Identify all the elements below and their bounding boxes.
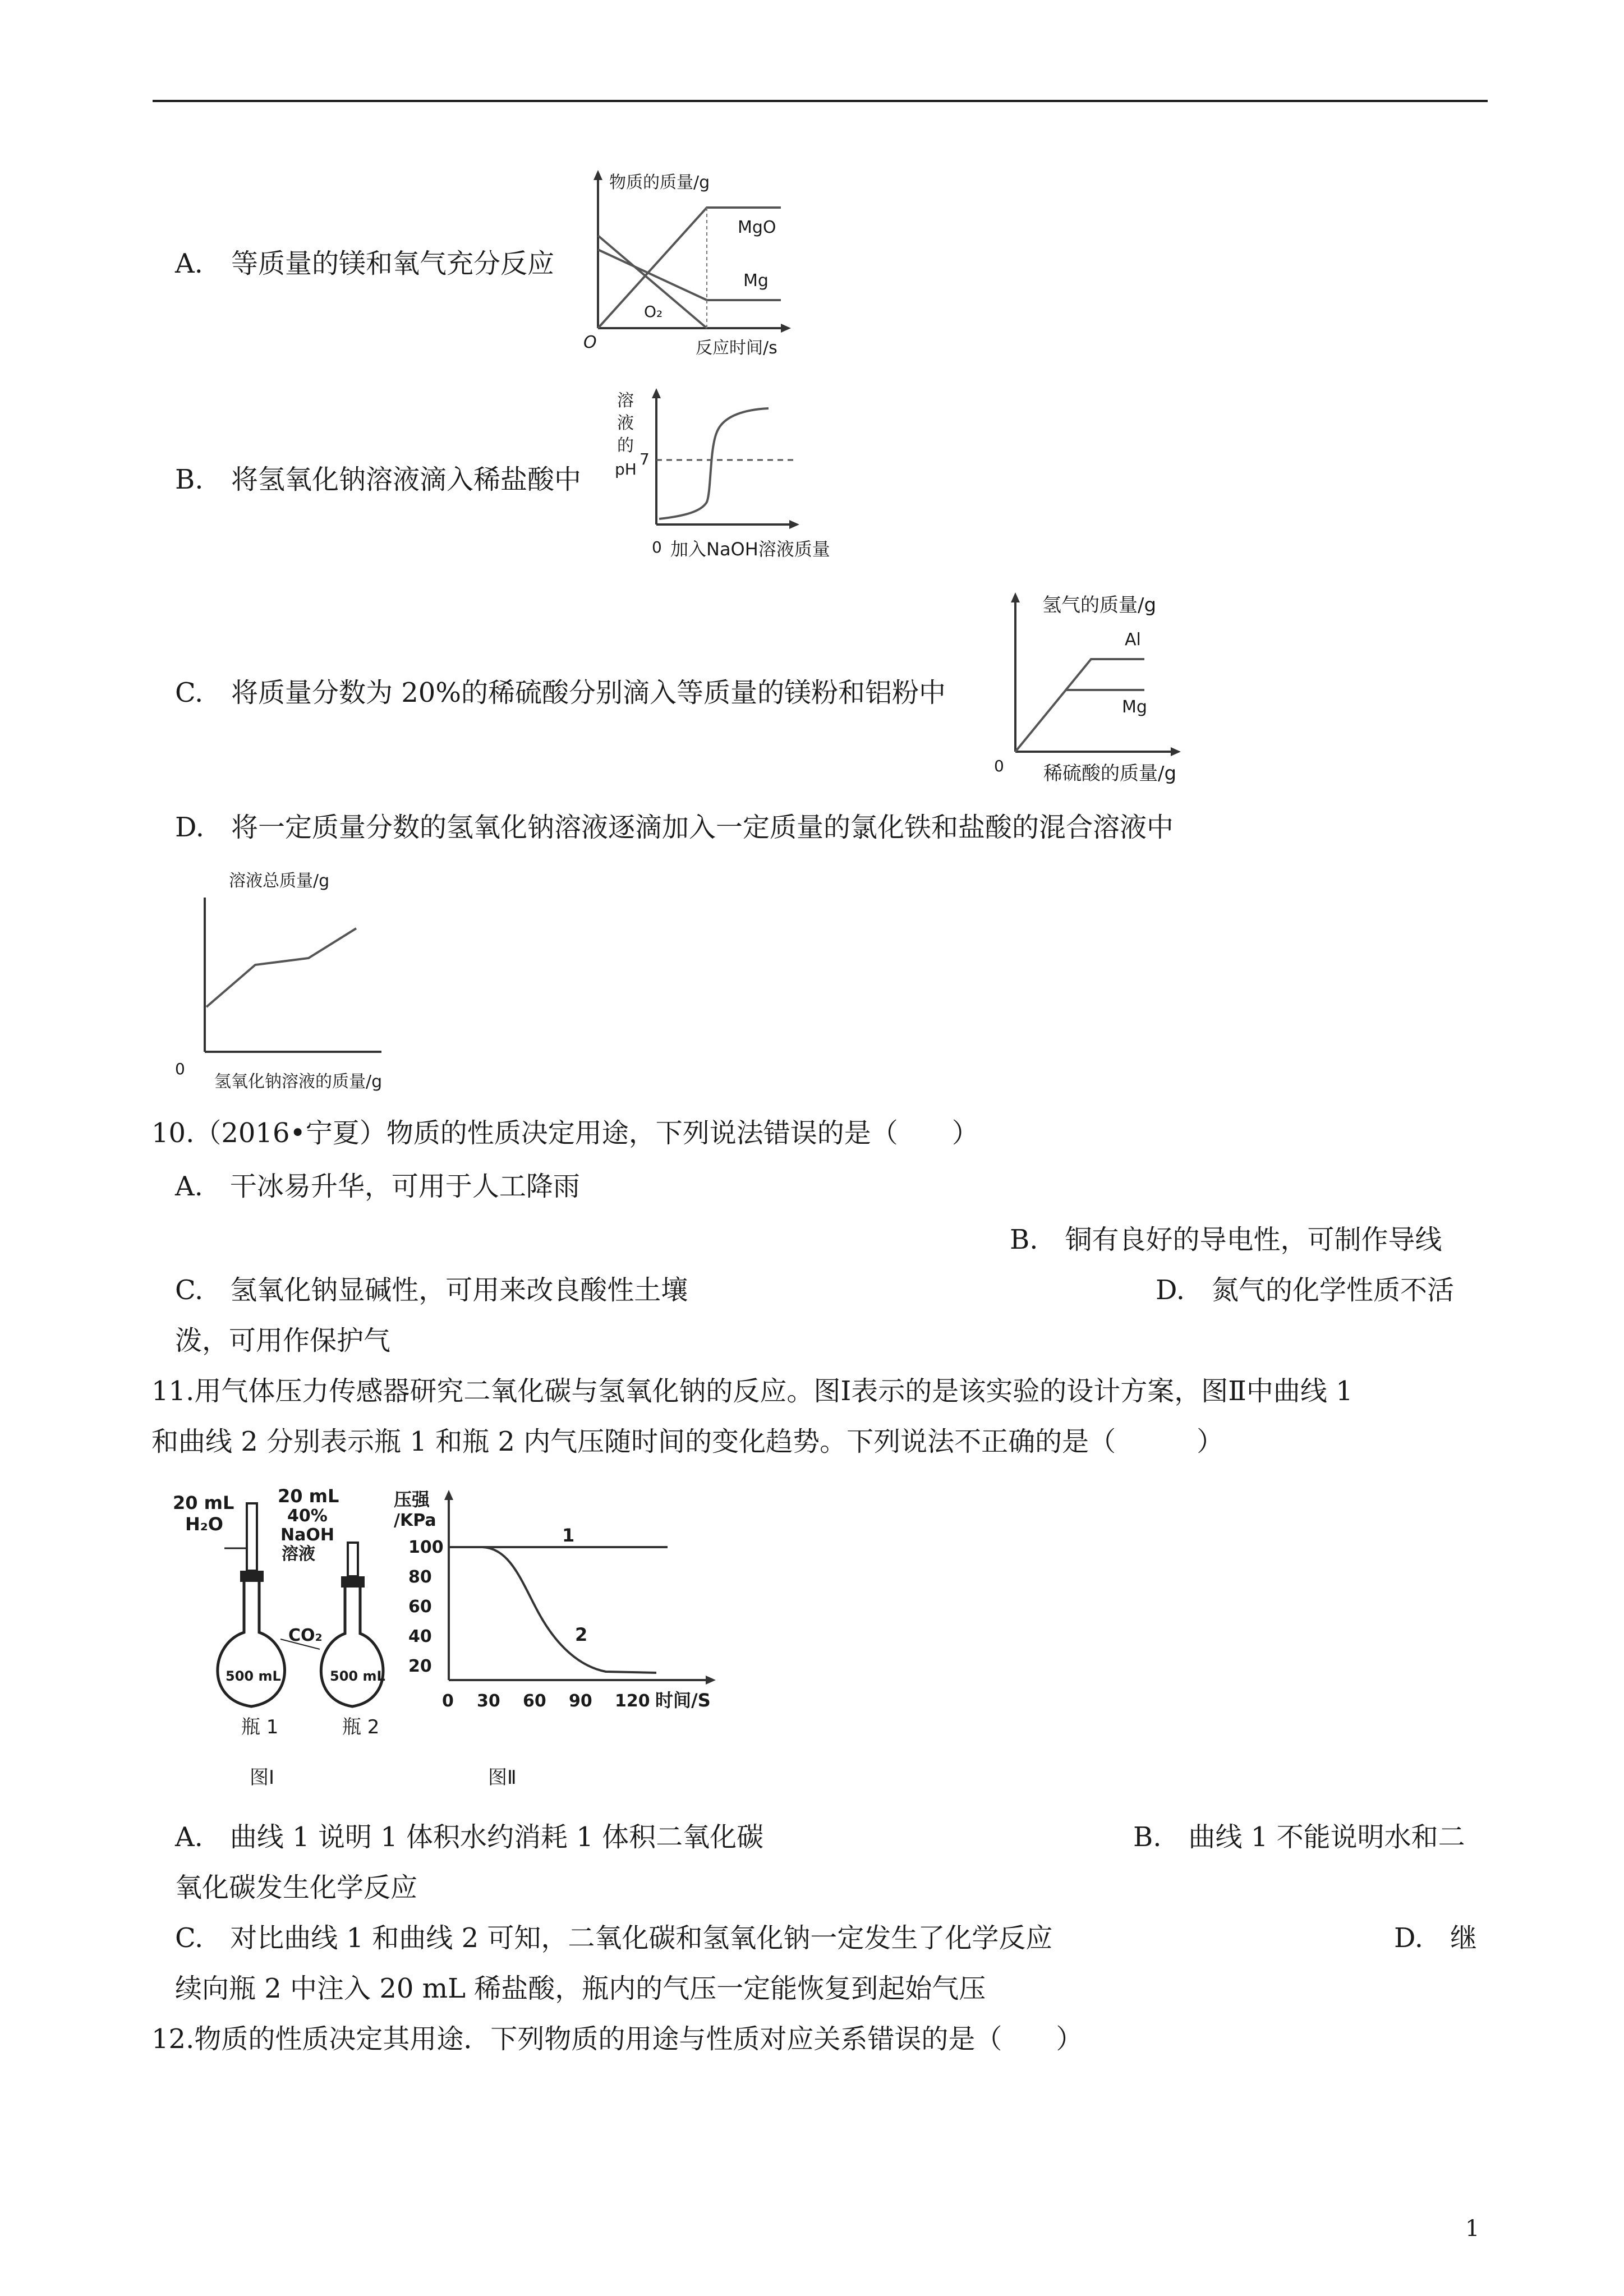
q9-option-a-letter: A. <box>175 248 203 279</box>
fig1-caption: 图Ⅰ <box>250 1766 275 1789</box>
q9-b-chart <box>611 381 858 572</box>
q9-option-d-letter: D. <box>175 812 205 843</box>
fig2-xlabel: 时间/S <box>655 1690 711 1711</box>
q9-c-origin: 0 <box>994 757 1004 775</box>
q9-a-chart <box>572 160 797 362</box>
q11-option-b-1: B. 曲线 1 不能说明水和二 <box>1133 1821 1465 1853</box>
q11-option-d-2: 续向瓶 2 中注入 20 mL 稀盐酸，瓶内的气压一定能恢复到起始气压 <box>175 1973 986 2004</box>
fig1-right-label-3: NaOH <box>280 1525 334 1545</box>
q9-b-origin: 0 <box>652 538 662 556</box>
q9-b-ylabel-3: 的 <box>617 436 634 455</box>
fig2-xtick: 30 <box>477 1691 500 1711</box>
q11-option-c: C. 对比曲线 1 和曲线 2 可知，二氧化碳和氢氧化钠一定发生了化学反应 <box>175 1922 1053 1954</box>
page-number: 1 <box>1465 2216 1480 2242</box>
q9-d-xlabel: 氢氧化钠溶液的质量/g <box>214 1072 383 1092</box>
fig2-ytick: 20 <box>408 1657 432 1676</box>
q9-option-c-text: 将质量分数为 20%的稀硫酸分别滴入等质量的镁粉和铝粉中 <box>231 677 946 708</box>
q9-a-label-o2: O₂ <box>644 302 663 321</box>
q9-d-chart <box>168 864 426 1099</box>
fig1-left-label-2: H₂O <box>185 1513 223 1535</box>
q11-stem-1: 11.用气体压力传感器研究二氧化碳与氢氧化钠的反应。图Ⅰ表示的是该实验的设计方案，图Ⅱ中曲线 1 <box>151 1375 1353 1407</box>
q9-option-c-letter: C. <box>175 677 204 708</box>
fig2-ylabel-2: /KPa <box>394 1511 436 1530</box>
fig1-flask2-label: 瓶 2 <box>342 1716 380 1738</box>
fig1-flask1-label: 瓶 1 <box>241 1716 279 1738</box>
q10-stem: 10.（2016•宁夏）物质的性质决定用途，下列说法错误的是（ ） <box>151 1117 979 1149</box>
q10-option-a: A. 干冰易升华，可用于人工降雨 <box>175 1171 580 1202</box>
q9-c-xlabel: 稀硫酸的质量/g <box>1043 762 1177 785</box>
fig2-xtick: 90 <box>569 1691 592 1711</box>
q11-figure-2 <box>393 1487 752 1801</box>
q9-b-tick-7: 7 <box>640 450 650 468</box>
q9-b-xlabel: 加入NaOH溶液质量 <box>670 539 830 560</box>
fig1-right-label-4: 溶液 <box>282 1544 315 1564</box>
fig2-xtick: 120 <box>615 1691 650 1711</box>
q9-d-ylabel: 溶液总质量/g <box>229 871 330 891</box>
q9-b-ylabel-4: pH <box>615 460 637 478</box>
fig2-ytick: 40 <box>408 1627 432 1646</box>
q11-option-a: A. 曲线 1 说明 1 体积水约消耗 1 体积二氧化碳 <box>175 1821 764 1853</box>
q9-d-curve <box>206 928 356 1007</box>
q10-option-c: C. 氢氧化钠显碱性，可用来改良酸性土壤 <box>175 1274 688 1306</box>
fig1-vol-2: 500 mL <box>330 1668 385 1684</box>
q10-option-b: B. 铜有良好的导电性，可制作导线 <box>1010 1224 1442 1255</box>
fig1-left-label-1: 20 mL <box>173 1492 234 1513</box>
q11-stem-2: 和曲线 2 分别表示瓶 1 和瓶 2 内气压随时间的变化趋势。下列说法不正确的是（ ） <box>151 1426 1224 1457</box>
q9-c-label-al: Al <box>1125 630 1141 650</box>
fig1-right-label-1: 20 mL <box>278 1487 339 1507</box>
header-rule <box>153 100 1488 102</box>
fig1-right-label-2: 40% <box>287 1506 328 1526</box>
q9-option-d-text: 将一定质量分数的氢氧化钠溶液逐滴加入一定质量的氯化铁和盐酸的混合溶液中 <box>231 812 1174 843</box>
q9-d-origin: 0 <box>175 1060 185 1078</box>
q9-c-chart <box>982 583 1240 797</box>
q9-a-xlabel: 反应时间/s <box>696 338 778 358</box>
q10-option-d-1: D. 氮气的化学性质不活 <box>1156 1274 1455 1306</box>
fig2-ytick: 60 <box>408 1597 432 1617</box>
fig2-curve-2-label: 2 <box>575 1624 588 1645</box>
fig2-curve-2 <box>449 1547 656 1673</box>
q11-option-b-2: 氧化碳发生化学反应 <box>175 1872 418 1903</box>
fig2-xtick: 60 <box>523 1691 546 1711</box>
q9-option-a-text: 等质量的镁和氧气充分反应 <box>231 248 555 279</box>
q10-option-d-2: 泼，可用作保护气 <box>175 1325 391 1356</box>
fig2-caption: 图Ⅱ <box>488 1766 517 1789</box>
fig2-ytick: 100 <box>408 1538 444 1557</box>
q9-b-ylabel-2: 液 <box>617 413 634 433</box>
q9-option-b-letter: B. <box>175 464 204 495</box>
q9-b-curve <box>659 408 769 519</box>
fig2-curve-1-label: 1 <box>562 1525 575 1546</box>
q9-c-ylabel: 氢气的质量/g <box>1042 594 1157 616</box>
q12-stem: 12.物质的性质决定其用途．下列物质的用途与性质对应关系错误的是（ ） <box>151 2023 1083 2055</box>
q9-a-ylabel: 物质的质量/g <box>609 173 710 192</box>
q9-a-origin: O <box>583 333 597 352</box>
q9-a-label-mg: Mg <box>743 271 769 291</box>
q11-option-d-1: D. 继 <box>1394 1922 1478 1954</box>
fig2-ylabel-1: 压强 <box>394 1489 430 1510</box>
q9-c-label-mg: Mg <box>1122 697 1147 717</box>
fig2-xtick: 0 <box>442 1691 454 1711</box>
fig1-vol-1: 500 mL <box>226 1668 281 1684</box>
q9-a-label-mgo: MgO <box>738 218 776 237</box>
q11-figure-1 <box>163 1487 410 1801</box>
q9-b-ylabel-1: 溶 <box>617 391 634 411</box>
q9-option-b-text: 将氢氧化钠溶液滴入稀盐酸中 <box>231 464 582 495</box>
fig2-ytick: 80 <box>408 1567 432 1587</box>
fig1-gas-label: CO₂ <box>288 1626 323 1645</box>
